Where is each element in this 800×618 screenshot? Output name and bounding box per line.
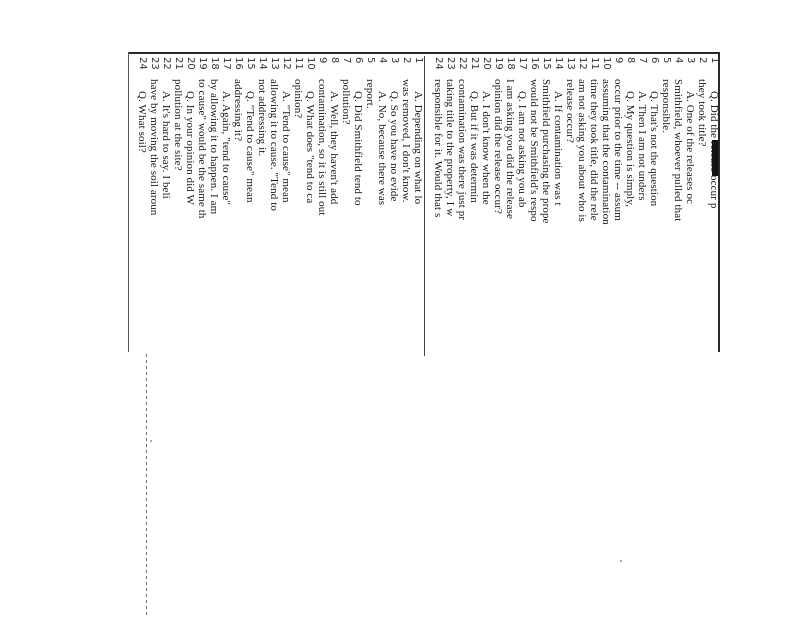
transcript-line: [184, 57, 196, 353]
transcript-line: [660, 57, 672, 353]
line-text: by allowing it to happen. I am: [208, 79, 220, 215]
line-text: A. Then I am not unders: [636, 91, 648, 201]
line-text: am not asking you about who is: [576, 79, 588, 222]
line-text: time they took title, did the rele: [588, 79, 600, 221]
line-number: 16: [233, 57, 244, 70]
line-number: 18: [505, 57, 516, 70]
line-number: 14: [257, 57, 268, 70]
line-number: 7: [341, 57, 352, 64]
line-number: 11: [589, 57, 600, 70]
line-text: not addressing it.: [256, 79, 268, 157]
line-text: addressing it?: [232, 79, 244, 142]
line-text: Q. What does "tend to ca: [304, 91, 316, 204]
transcript-line: [196, 57, 208, 353]
line-number: 11: [293, 57, 304, 70]
line-text: Q. That's not the question: [648, 91, 660, 207]
transcript-line: [648, 57, 660, 353]
scan-speck: [150, 440, 152, 442]
line-text: assuming that the contamination: [600, 79, 612, 225]
line-number: 6: [649, 57, 660, 64]
line-text: Q. So you have no evide: [388, 91, 400, 202]
line-number: 16: [529, 57, 540, 70]
transcript-line: [528, 57, 540, 353]
line-text: responsible for it. Would that s: [432, 79, 444, 218]
transcript-line: [148, 57, 160, 353]
line-number: 13: [269, 57, 280, 70]
transcript-line: [480, 57, 492, 353]
transcript-line: [136, 57, 148, 353]
transcript-line: [684, 57, 696, 353]
scan-strip-edge: [146, 354, 147, 616]
line-text: A. It's hard to say. I beli: [160, 91, 172, 199]
line-number: 10: [601, 57, 612, 70]
transcript-line: [400, 57, 412, 353]
transcript-line: [280, 57, 292, 353]
transcript-line: [456, 57, 468, 353]
line-number: 19: [493, 57, 504, 70]
line-number: 5: [661, 57, 672, 64]
transcript-line: [468, 57, 480, 353]
line-number: 15: [245, 57, 256, 70]
line-text: release occur?: [564, 79, 576, 143]
line-text: A. "Tend to cause" mean: [280, 91, 292, 203]
transcript-line: [444, 57, 456, 353]
line-text: Q. What soil?: [136, 91, 148, 153]
line-text: taking title to the property, I w: [444, 79, 456, 217]
line-text: Q. Did the release occur p: [708, 91, 720, 209]
transcript-line: [588, 57, 600, 353]
transcript-line: [268, 57, 280, 353]
transcript-line: [316, 57, 328, 353]
transcript-line: [576, 57, 588, 353]
transcript-lines-left: [134, 57, 424, 353]
line-text: they took title?: [696, 79, 708, 147]
transcript-line: [624, 57, 636, 353]
line-text: Q. In your opinion did W: [184, 91, 196, 206]
line-number: 22: [161, 57, 172, 70]
line-number: 8: [625, 57, 636, 64]
line-number: 1: [709, 57, 720, 64]
line-number: 8: [329, 57, 340, 64]
line-text: Q. Did Smithfield tend to: [352, 91, 364, 206]
transcript-line: [172, 57, 184, 353]
line-number: 4: [673, 57, 684, 64]
transcript-line: [232, 57, 244, 353]
scan-speck: [620, 560, 622, 562]
line-number: 13: [565, 57, 576, 70]
line-text: report.: [364, 79, 376, 109]
line-number: 19: [197, 57, 208, 70]
line-text: allowing it to cause. "Tend to: [268, 79, 280, 211]
transcript-line: [352, 57, 364, 353]
line-text: A. Again, "tend to cause": [220, 91, 232, 206]
line-number: 23: [445, 57, 456, 70]
transcript-line: [328, 57, 340, 353]
line-text: A. No, because there was: [376, 91, 388, 206]
line-number: 21: [173, 57, 184, 70]
line-number: 10: [305, 57, 316, 70]
line-text: pollution at the site?: [172, 79, 184, 171]
line-number: 21: [469, 57, 480, 70]
line-text: responsible.: [660, 79, 672, 134]
line-text: occur prior to the time -- assum: [612, 79, 624, 221]
transcript-line: [612, 57, 624, 353]
line-text: was removed, I don't know.: [400, 79, 412, 203]
line-number: 24: [137, 57, 148, 70]
line-text: Q. "Tend to cause" mean: [244, 91, 256, 203]
line-number: 1: [413, 57, 424, 64]
line-number: 2: [697, 57, 708, 64]
transcript-line: [432, 57, 444, 353]
line-text: Q. My question is simply,: [624, 91, 636, 208]
transcript-line: [516, 57, 528, 353]
line-number: 7: [637, 57, 648, 64]
line-number: 6: [353, 57, 364, 64]
line-number: 9: [613, 57, 624, 64]
line-number: 3: [685, 57, 696, 64]
transcript-line: [564, 57, 576, 353]
transcript-line: [340, 57, 352, 353]
line-number: 24: [433, 57, 444, 70]
transcript-lines-right: [430, 57, 720, 353]
transcript-line: [244, 57, 256, 353]
transcript-line: [492, 57, 504, 353]
transcript-line: [552, 57, 564, 353]
line-number: 9: [317, 57, 328, 64]
page-top-edge: [128, 52, 720, 54]
line-number: 17: [221, 57, 232, 70]
transcript-line: [292, 57, 304, 353]
line-text: A. If contamination was t: [552, 91, 564, 206]
transcript-line: [304, 57, 316, 353]
transcript-page-left: [134, 57, 424, 353]
transcript-line: [376, 57, 388, 353]
line-number: 4: [377, 57, 388, 64]
transcript-line: [160, 57, 172, 353]
line-number: 2: [401, 57, 412, 64]
transcript-line: [708, 57, 720, 353]
line-number: 17: [517, 57, 528, 70]
line-text: A. Well, they haven't add: [328, 91, 340, 205]
transcript-line: [600, 57, 612, 353]
line-text: Q. But if it was determin: [468, 91, 480, 203]
page-left-edge: [128, 52, 129, 352]
line-number: 18: [209, 57, 220, 70]
line-text: opinion?: [292, 79, 304, 119]
line-text: A. I don't know when the: [480, 91, 492, 205]
line-text: would not be Smithfield's respo: [528, 79, 540, 222]
line-number: 5: [365, 57, 376, 64]
line-number: 20: [481, 57, 492, 70]
line-text: Smithfield purchasing the prope: [540, 79, 552, 224]
transcript-line: [636, 57, 648, 353]
line-text: contamination was there just pr: [456, 79, 468, 221]
transcript-line: [412, 57, 424, 353]
line-text: I am asking you did the release: [504, 79, 516, 219]
line-text: have by moving the soil aroun: [148, 79, 160, 216]
transcript-line: [388, 57, 400, 353]
line-text: to cause" would be the same th: [196, 79, 208, 219]
line-text: Q. I am not asking you ab: [516, 91, 528, 208]
transcript-line: [540, 57, 552, 353]
line-number: 14: [553, 57, 564, 70]
transcript-page-right: [430, 57, 720, 353]
line-number: 15: [541, 57, 552, 70]
line-number: 12: [281, 57, 292, 70]
line-number: 3: [389, 57, 400, 64]
line-text: pollution?: [340, 79, 352, 125]
line-number: 23: [149, 57, 160, 70]
page-fold-divider: [424, 56, 425, 356]
line-text: Smithfield, whoever pulled that: [672, 79, 684, 222]
transcript-line: [696, 57, 708, 353]
transcript-line: [504, 57, 516, 353]
line-text: A. One of the releases oc: [684, 91, 696, 205]
transcript-line: [672, 57, 684, 353]
transcript-line: [256, 57, 268, 353]
line-text: contamination, so it is still out: [316, 79, 328, 216]
line-number: 12: [577, 57, 588, 70]
transcript-line: [220, 57, 232, 353]
transcript-line: [364, 57, 376, 353]
line-number: 20: [185, 57, 196, 70]
line-number: 22: [457, 57, 468, 70]
line-text: opinion did the release occur?: [492, 79, 504, 214]
line-text: A. Depending on what lo: [412, 91, 424, 205]
transcript-line: [208, 57, 220, 353]
